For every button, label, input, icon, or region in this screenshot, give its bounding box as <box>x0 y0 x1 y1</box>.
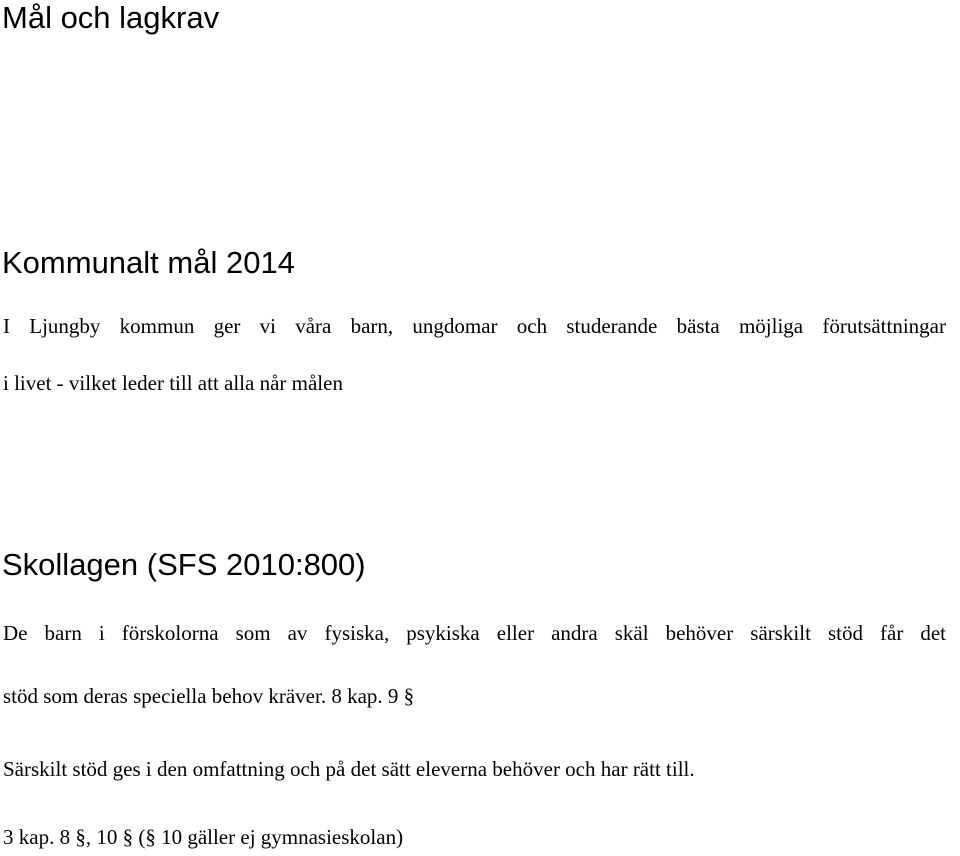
paragraph-line: Särskilt stöd ges i den omfattning och på det sätt eleverna behöver och har rätt till. <box>3 757 695 781</box>
page-title: Mål och lagkrav <box>2 0 220 35</box>
paragraph-line: De barn i förskolorna som av fysiska, psykiska eller andra skäl behöver särskilt stöd får det <box>3 621 946 645</box>
paragraph-line: 3 kap. 8 §, 10 § (§ 10 gäller ej gymnasieskolan) <box>3 825 404 849</box>
paragraph-line: i livet - vilket leder till att alla når målen <box>3 371 343 395</box>
section-heading-skollagen: Skollagen (SFS 2010:800) <box>2 547 366 582</box>
paragraph-line: stöd som deras speciella behov kräver. 8 kap. 9 § <box>3 684 415 708</box>
paragraph-line: I Ljungby kommun ger vi våra barn, ungdomar och studerande bästa möjliga förutsättningar <box>3 314 946 338</box>
section-heading-kommunalt-mal: Kommunalt mål 2014 <box>2 245 295 280</box>
